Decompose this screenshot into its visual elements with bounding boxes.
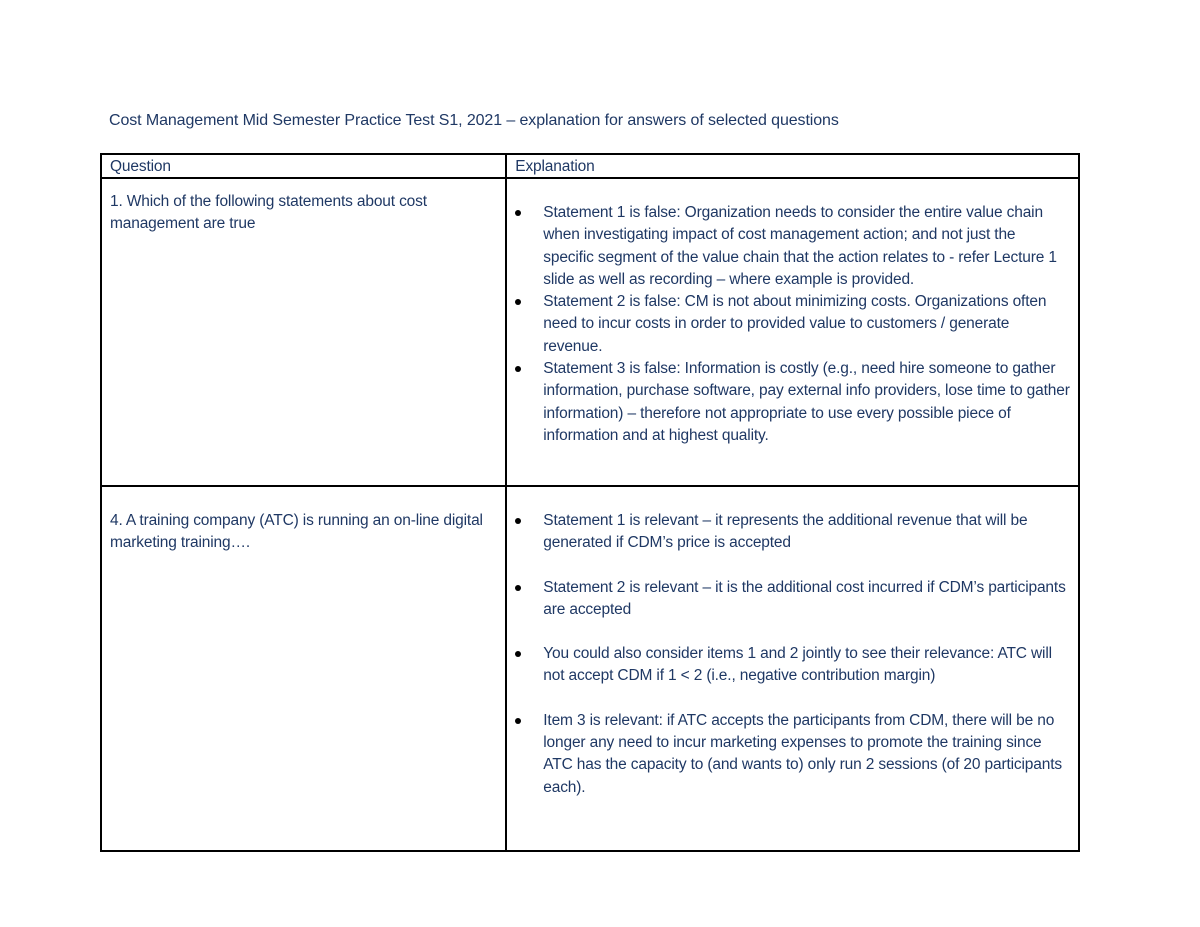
list-item [515,577,1070,622]
qa-table [100,153,1080,852]
question-cell: 4. A training company (ATC) is running an on-line digital marketing training…. [101,486,506,851]
bullet-icon [515,518,521,524]
bullet-icon [515,585,521,591]
list-item [515,202,1070,291]
bullet-icon [515,366,521,372]
explanation-list [515,487,1070,799]
question-cell: 1. Which of the following statements about cost management are true [101,178,506,486]
list-item [515,710,1070,799]
list-item-text: Statement 2 is false: CM is not about minimizing costs. Organizations often need to incur costs in order to provided value to customers / generate revenue. [543,293,1047,355]
header-question: Question [101,154,506,178]
document-title: Cost Management Mid Semester Practice Test S1, 2021 – explanation for answers of selected questions [109,112,839,129]
bullet-icon [515,299,521,305]
explanation-list [515,179,1070,447]
list-item [515,643,1070,688]
bullet-icon [515,210,521,216]
table-row [101,178,1079,486]
explanation-cell [506,486,1079,851]
list-item-text: Statement 1 is false: Organization needs to consider the entire value chain when investigating impact of cost management action; and not just the specific segment of the value chain that the action relates to - refer Lecture 1 slide as well as recording – where example is provided. [543,204,1057,288]
bullet-icon [515,651,521,657]
table-header-row [101,154,1079,178]
list-item-text: Statement 3 is false: Information is costly (e.g., need hire someone to gather information, purchase software, pay external info providers, lose time to gather information) – therefore not appropriate to use every possible piece of information and at highest quality. [543,360,1070,444]
list-item [515,510,1070,555]
list-item-text: Statement 1 is relevant – it represents the additional revenue that will be generated if CDM’s price is accepted [543,512,1028,552]
list-item-text: Item 3 is relevant: if ATC accepts the participants from CDM, there will be no longer any need to incur marketing expenses to promote the training since ATC has the capacity to (and wants to) only run 2 sessions (of 20 participants each). [543,711,1062,796]
table-row [101,486,1079,851]
list-item-text: Statement 2 is relevant – it is the additional cost incurred if CDM’s participants are accepted [543,578,1066,618]
list-item-text: You could also consider items 1 and 2 jointly to see their relevance: ATC will not accept CDM if 1 < 2 (i.e., negative contribution margin) [543,645,1052,685]
explanation-cell [506,178,1079,486]
bullet-icon [515,718,521,724]
list-item [515,291,1070,358]
header-explanation: Explanation [506,154,1079,178]
list-item [515,358,1070,447]
